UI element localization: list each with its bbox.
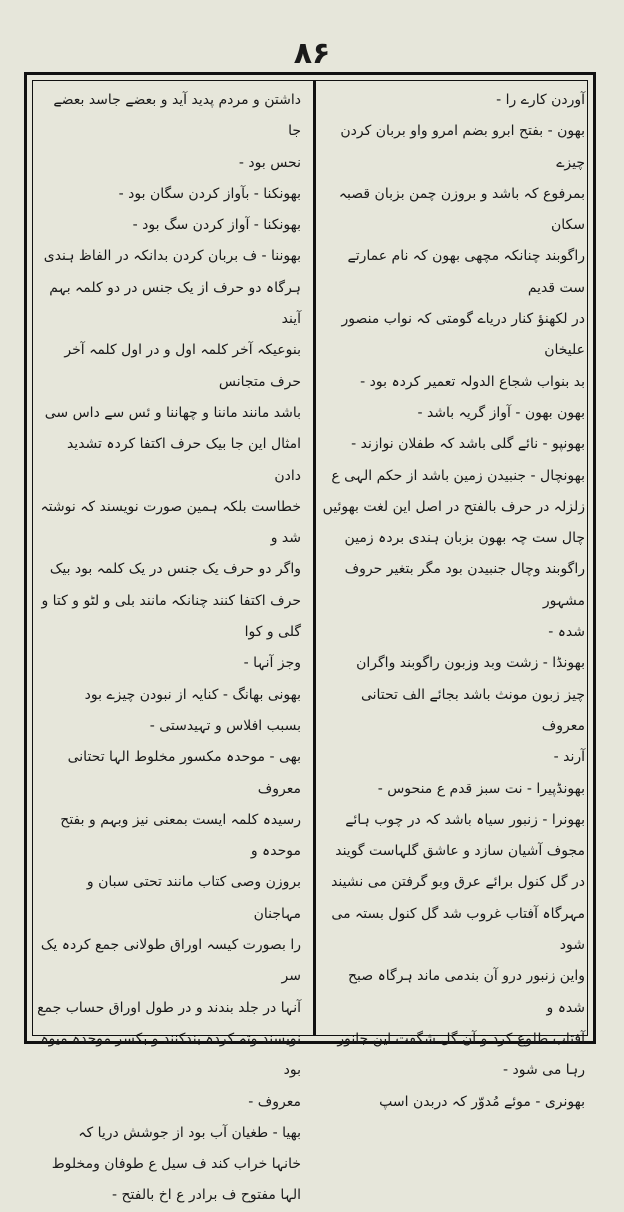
right-line: راگوبند وچال جنبیدن بود مگر بتغیر حروف مشہور bbox=[344, 561, 585, 609]
left-line: بھوننا - ف بربان کردن بدانکہ در الفاظ ہندی bbox=[43, 248, 301, 265]
left-line: بھونکنا - بآواز کردن سگان بود - bbox=[118, 185, 301, 202]
right-line: آوردن کارے را - bbox=[496, 92, 585, 108]
left-line: الہا مفتوح ف برادر ع اخ بالفتح - bbox=[112, 1187, 301, 1204]
left-line: معروف - bbox=[248, 1093, 301, 1110]
left-line: واگر دو حرف یک جنس در یک کلمہ بود بیک bbox=[49, 561, 301, 578]
right-column bbox=[319, 85, 585, 1110]
right-line: بمرفوع کہ باشد و بروزن چمن بزبان قصبہ سکان bbox=[338, 185, 585, 234]
left-line: ہرگاہ دو حرف از یک جنس در دو کلمہ بہم آیند bbox=[49, 279, 301, 328]
right-line: بھونرا - زنبور سیاہ باشد کہ در چوب ہائے bbox=[345, 811, 585, 828]
page-number: ۸۶ bbox=[293, 36, 331, 71]
left-line: بھونکنا - آواز کردن سگ بود - bbox=[132, 217, 301, 234]
right-line: بھون - بفتح ابرو بضم امرو واو بربان کردن چیزے bbox=[340, 123, 585, 171]
left-line: امثال این جا بیک حرف اکتفا کردہ تشدید دادن bbox=[66, 436, 301, 484]
left-line: داشتن و مردم پدید آید و بعضے جاسد بعضے جا bbox=[53, 92, 301, 140]
right-line: در گل کنول برائے عرق وبو گرفتن می نشیند bbox=[331, 874, 585, 891]
right-line: چیز زبون مونث باشد بجائے الف تحتانی معروف bbox=[360, 686, 585, 734]
left-line: آنہا در جلد بندند و در طول اوراق حساب جمع bbox=[37, 999, 301, 1016]
right-line: آرند - bbox=[553, 749, 585, 766]
right-line: واین زنبور درو آن بندمی ماند ہرگاہ صبح شدہ و bbox=[347, 968, 585, 1016]
left-line: وجز آنہا - bbox=[243, 655, 301, 672]
left-line: بنوعیکہ آخر کلمہ اول و در اول کلمہ آخر حرف متجانس bbox=[64, 342, 301, 390]
left-line: نویسند وتہ کردہ بندکنند و بکسر موحدہ میوہ بود bbox=[40, 1030, 301, 1079]
left-line: بروزن وصی کتاب مانند تحتی سبان و مہاجنان bbox=[86, 874, 301, 922]
left-line: خطاست بلکہ ہمین صورت نویسند کہ نوشتہ شد و bbox=[40, 498, 301, 547]
left-line: بسبب افلاس و تہیدستی - bbox=[149, 717, 301, 734]
left-line: را بصورت کیسہ اوراق طولانی جمع کردہ یک سر bbox=[40, 937, 301, 985]
right-line: مجوف آشیان سازد و عاشق گلہاست گویند bbox=[335, 843, 585, 860]
right-line: راگوبند چنانکہ مچھی بھون کہ نام عمارتے ست قدیم bbox=[347, 248, 585, 296]
page-frame bbox=[24, 72, 596, 1204]
left-line: حرف اکتفا کنند چنانکہ مانند بلی و لٹو و کتا و گلی و کوا bbox=[41, 592, 301, 641]
right-line: شدہ - bbox=[548, 624, 585, 641]
left-line: بھیا - طغیان آب بود از جوشش دریا کہ bbox=[78, 1124, 301, 1141]
right-line: در لکھنؤ کنار دریاے گومتی کہ نواب منصور علیخان bbox=[341, 311, 585, 359]
right-line: بھونچال - جنبیدن زمین باشد از حکم الہی ع bbox=[331, 467, 585, 484]
right-line: زلزلہ در حرف بالفتح در اصل این لغت بھوئیں bbox=[322, 498, 585, 515]
right-line: بھونڈا - زشت وبد وزبون راگوبند واگران bbox=[356, 655, 585, 672]
right-line: رہا می شود - bbox=[503, 1062, 585, 1079]
left-line: بھونی بھانگ - کنایہ از نبودن چیزے بود bbox=[84, 686, 301, 703]
column-divider bbox=[313, 80, 316, 1036]
right-line: بھونڈپیرا - نت سبز قدم ع منحوس - bbox=[377, 780, 585, 797]
right-line: بھونری - موئے مُدوّر کہ دربدن اسپ bbox=[379, 1093, 585, 1110]
left-line: رسیدہ کلمہ ایست بمعنی نیز وبہم و بفتح موحدہ و bbox=[60, 811, 301, 860]
left-line: نحس بود - bbox=[238, 154, 301, 171]
left-line: بھی - موحدہ مکسور مخلوط الہا تحتانی معروف bbox=[67, 749, 301, 797]
right-line: بد بنواب شجاع الدولہ تعمیر کردہ بود - bbox=[360, 373, 585, 390]
right-line: بھون بھون - آواز گریہ باشد - bbox=[417, 404, 585, 421]
right-line: آفتاب طلوع کرد و آن گل شگفت این جانور bbox=[337, 1030, 585, 1047]
left-line: باشد مانند ماننا و چھاننا و ئس سے داس سی bbox=[44, 404, 301, 421]
left-line: خانہا خراب کند ف سیل ع طوفان ومخلوط bbox=[51, 1156, 301, 1173]
right-line: بھونپو - نائے گلی باشد کہ طفلان نوازند - bbox=[351, 436, 585, 453]
right-line: مہرگاہ آفتاب غروب شد گل کنول بستہ می شود bbox=[331, 905, 585, 954]
right-line: چال ست چہ بھون بزبان ہندی بردہ زمین bbox=[344, 530, 585, 547]
left-column bbox=[37, 85, 301, 1204]
